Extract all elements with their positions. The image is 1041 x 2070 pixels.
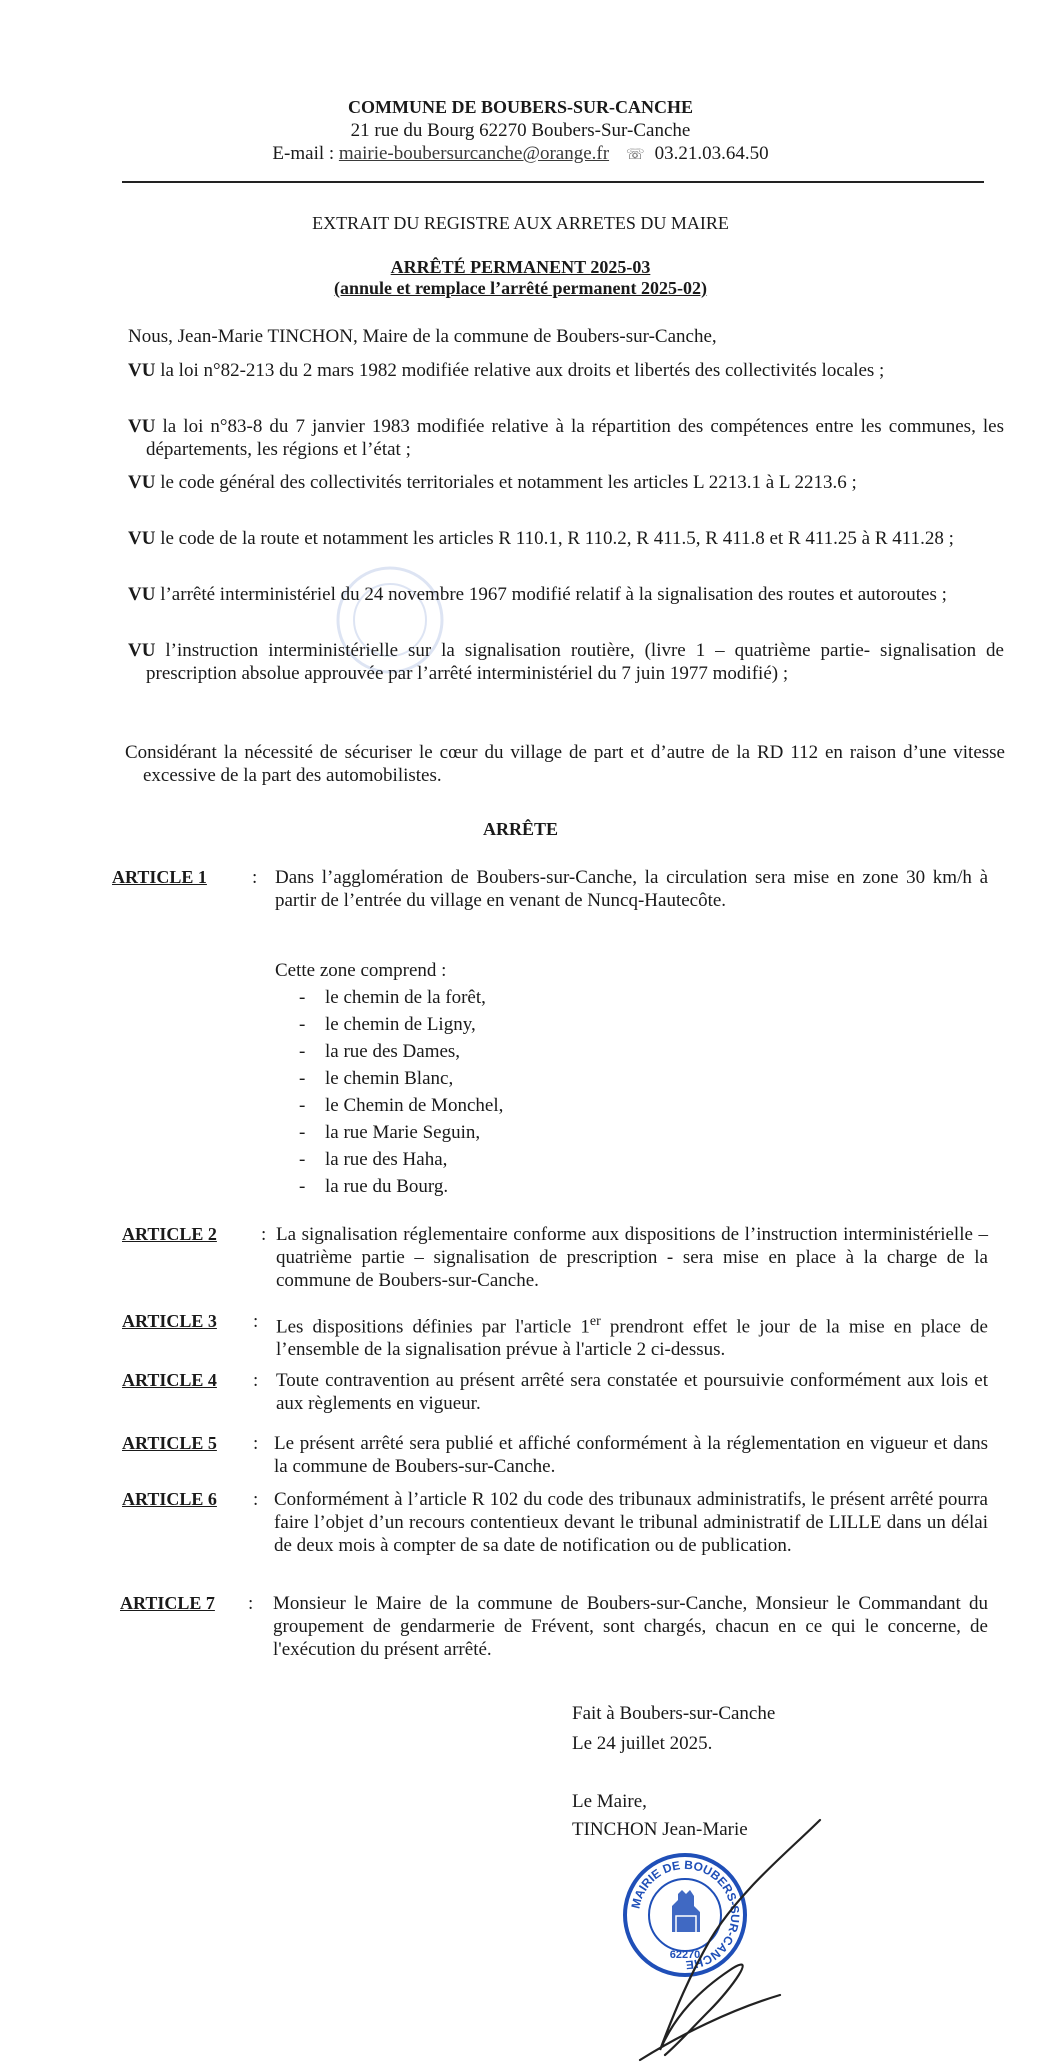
register-extract-heading: EXTRAIT DU REGISTRE AUX ARRETES DU MAIRE	[312, 213, 729, 233]
list-item: - la rue du Bourg.	[299, 1176, 449, 1197]
vu-text: la loi n°82-213 du 2 mars 1982 modifiée relative aux droits et libertés des collectivités locales ;	[160, 360, 885, 381]
title-line-1: ARRÊTÉ PERMANENT 2025-03	[390, 257, 651, 277]
list-item: - le chemin Blanc,	[299, 1068, 454, 1089]
list-item: - la rue Marie Seguin,	[299, 1122, 481, 1143]
document-title	[0, 257, 1041, 299]
list-item: - le chemin de Ligny,	[299, 1014, 476, 1035]
zone-intro: Cette zone comprend :	[275, 960, 447, 981]
vu-clause	[128, 639, 1004, 685]
title-line-2: (annule et remplace l’arrêté permanent 2025-02)	[333, 278, 708, 298]
street-list	[275, 984, 503, 1200]
considerant-paragraph: Considérant la nécessité de sécuriser le cœur du village de part et d’autre de la RD 112 en raison d’une vitesse excessive de la part des automobilistes.	[125, 742, 1005, 786]
vu-text: la loi n°83-8 du 7 janvier 1983 modifiée relative à la répartition des compétences entre les communes, les départements, les régions et l’état ;	[146, 416, 1004, 460]
article-label: ARTICLE 7	[120, 1593, 215, 1613]
article-colon: :	[253, 1370, 259, 1391]
intro-paragraph: Nous, Jean-Marie TINCHON, Maire de la commune de Boubers-sur-Canche,	[128, 326, 717, 347]
article-colon: :	[261, 1224, 267, 1245]
list-item: - le Chemin de Monchel,	[299, 1095, 504, 1116]
vu-label: VU	[128, 584, 156, 605]
article-label: ARTICLE 5	[122, 1433, 217, 1453]
vu-text: l’arrêté interministériel du 24 novembre 1967 modifié relatif à la signalisation des routes et autoroutes ;	[160, 584, 947, 605]
vu-clause	[128, 583, 1004, 606]
arrete-heading: ARRÊTE	[482, 819, 558, 839]
vu-label: VU	[128, 416, 156, 437]
signing-date: Le 24 juillet 2025.	[572, 1733, 713, 1754]
vu-label: VU	[128, 472, 156, 493]
vu-clause	[128, 415, 1004, 461]
article-colon: :	[253, 1433, 259, 1454]
article-label: ARTICLE 2	[122, 1224, 217, 1244]
place-and-date	[572, 1699, 775, 1759]
vu-clause	[128, 471, 1004, 494]
list-item: - la rue des Haha,	[299, 1149, 448, 1170]
article-text: Conformément à l’article R 102 du code des tribunaux administratifs, le présent arrêté pourra faire l’objet d’un recours contentieux devant le tribunal administratif de LILLE dans un délai de deux mois à compter de sa date de notification ou de publication.	[274, 1489, 988, 1556]
vu-label: VU	[128, 640, 156, 661]
email-label: E-mail :	[272, 143, 335, 164]
phone-number: 03.21.03.64.50	[654, 143, 769, 164]
article-label: ARTICLE 3	[122, 1311, 217, 1331]
letterhead	[0, 96, 1041, 167]
commune-name: COMMUNE DE BOUBERS-SUR-CANCHE	[347, 97, 693, 117]
vu-label: VU	[128, 528, 156, 549]
contact-line	[0, 142, 1041, 167]
article-label: ARTICLE 4	[122, 1370, 217, 1390]
article-label: ARTICLE 1	[112, 867, 207, 887]
article-colon: :	[252, 867, 258, 888]
article-colon: :	[253, 1489, 259, 1510]
signing-place: Fait à Boubers-sur-Canche	[572, 1703, 776, 1724]
vu-clause	[128, 359, 1004, 382]
vu-clause	[128, 527, 1004, 550]
article-text: Dans l’agglomération de Boubers-sur-Canche, la circulation sera mise en zone 30 km/h à partir de l’entrée du village en venant de Nuncq-Hautecôte.	[275, 867, 988, 911]
header-divider	[122, 181, 984, 183]
article-colon: :	[248, 1593, 254, 1614]
stamp-text: MAIRIE DE BOUBERS-SUR-CANCHE	[628, 1857, 743, 1973]
vu-text: l’instruction interministérielle sur la signalisation routière, (livre 1 – quatrième partie- signalisation de prescription absolue approuvée par l’arrêté interministériel du 7 juin 1977 modifié) ;	[146, 640, 1004, 684]
article-text: La signalisation réglementaire conforme aux dispositions de l’instruction interministérielle – quatrième partie – signalisation de prescription - sera mise en place à la charge de la commune de Boubers-sur-Canche.	[276, 1224, 988, 1291]
article-label: ARTICLE 6	[122, 1489, 217, 1509]
commune-address: 21 rue du Bourg 62270 Boubers-Sur-Canche	[350, 120, 691, 141]
vu-text: le code général des collectivités territoriales et notamment les articles L 2213.1 à L 2213.6 ;	[160, 472, 857, 493]
vu-text: le code de la route et notamment les articles R 110.1, R 110.2, R 411.5, R 411.8 et R 411.25 à R 411.28 ;	[160, 528, 954, 549]
list-item: - la rue des Dames,	[299, 1041, 461, 1062]
list-item: - le chemin de la forêt,	[299, 987, 486, 1008]
article-text: Le présent arrêté sera publié et affiché conformément à la réglementation en vigueur et dans la commune de Boubers-sur-Canche.	[274, 1433, 988, 1477]
article-text: Toute contravention au présent arrêté sera constatée et poursuivie conformément aux lois et aux règlements en vigueur.	[276, 1370, 988, 1414]
email-link[interactable]: mairie-boubersurcanche@orange.fr	[338, 143, 610, 164]
stamp-postcode: 62270	[669, 1949, 701, 1961]
phone-icon: ☏	[625, 147, 645, 163]
signer-name: TINCHON Jean-Marie	[572, 1819, 748, 1840]
vu-label: VU	[128, 360, 156, 381]
handwritten-signature	[540, 1780, 840, 2070]
zone-list	[275, 958, 503, 1200]
article-text: Les dispositions définies par l'article 1er prendront effet le jour de la mise en place de l’ensemble de la signalisation prévue à l'article 2 ci-dessus.	[276, 1314, 988, 1361]
article-colon: :	[253, 1311, 259, 1332]
article-text: Monsieur le Maire de la commune de Boubers-sur-Canche, Monsieur le Commandant du groupement de gendarmerie de Frévent, sont chargés, chacun en ce qui le concerne, de l'exécution du présent arrêté.	[273, 1593, 988, 1660]
signer-role: Le Maire,	[572, 1791, 647, 1812]
